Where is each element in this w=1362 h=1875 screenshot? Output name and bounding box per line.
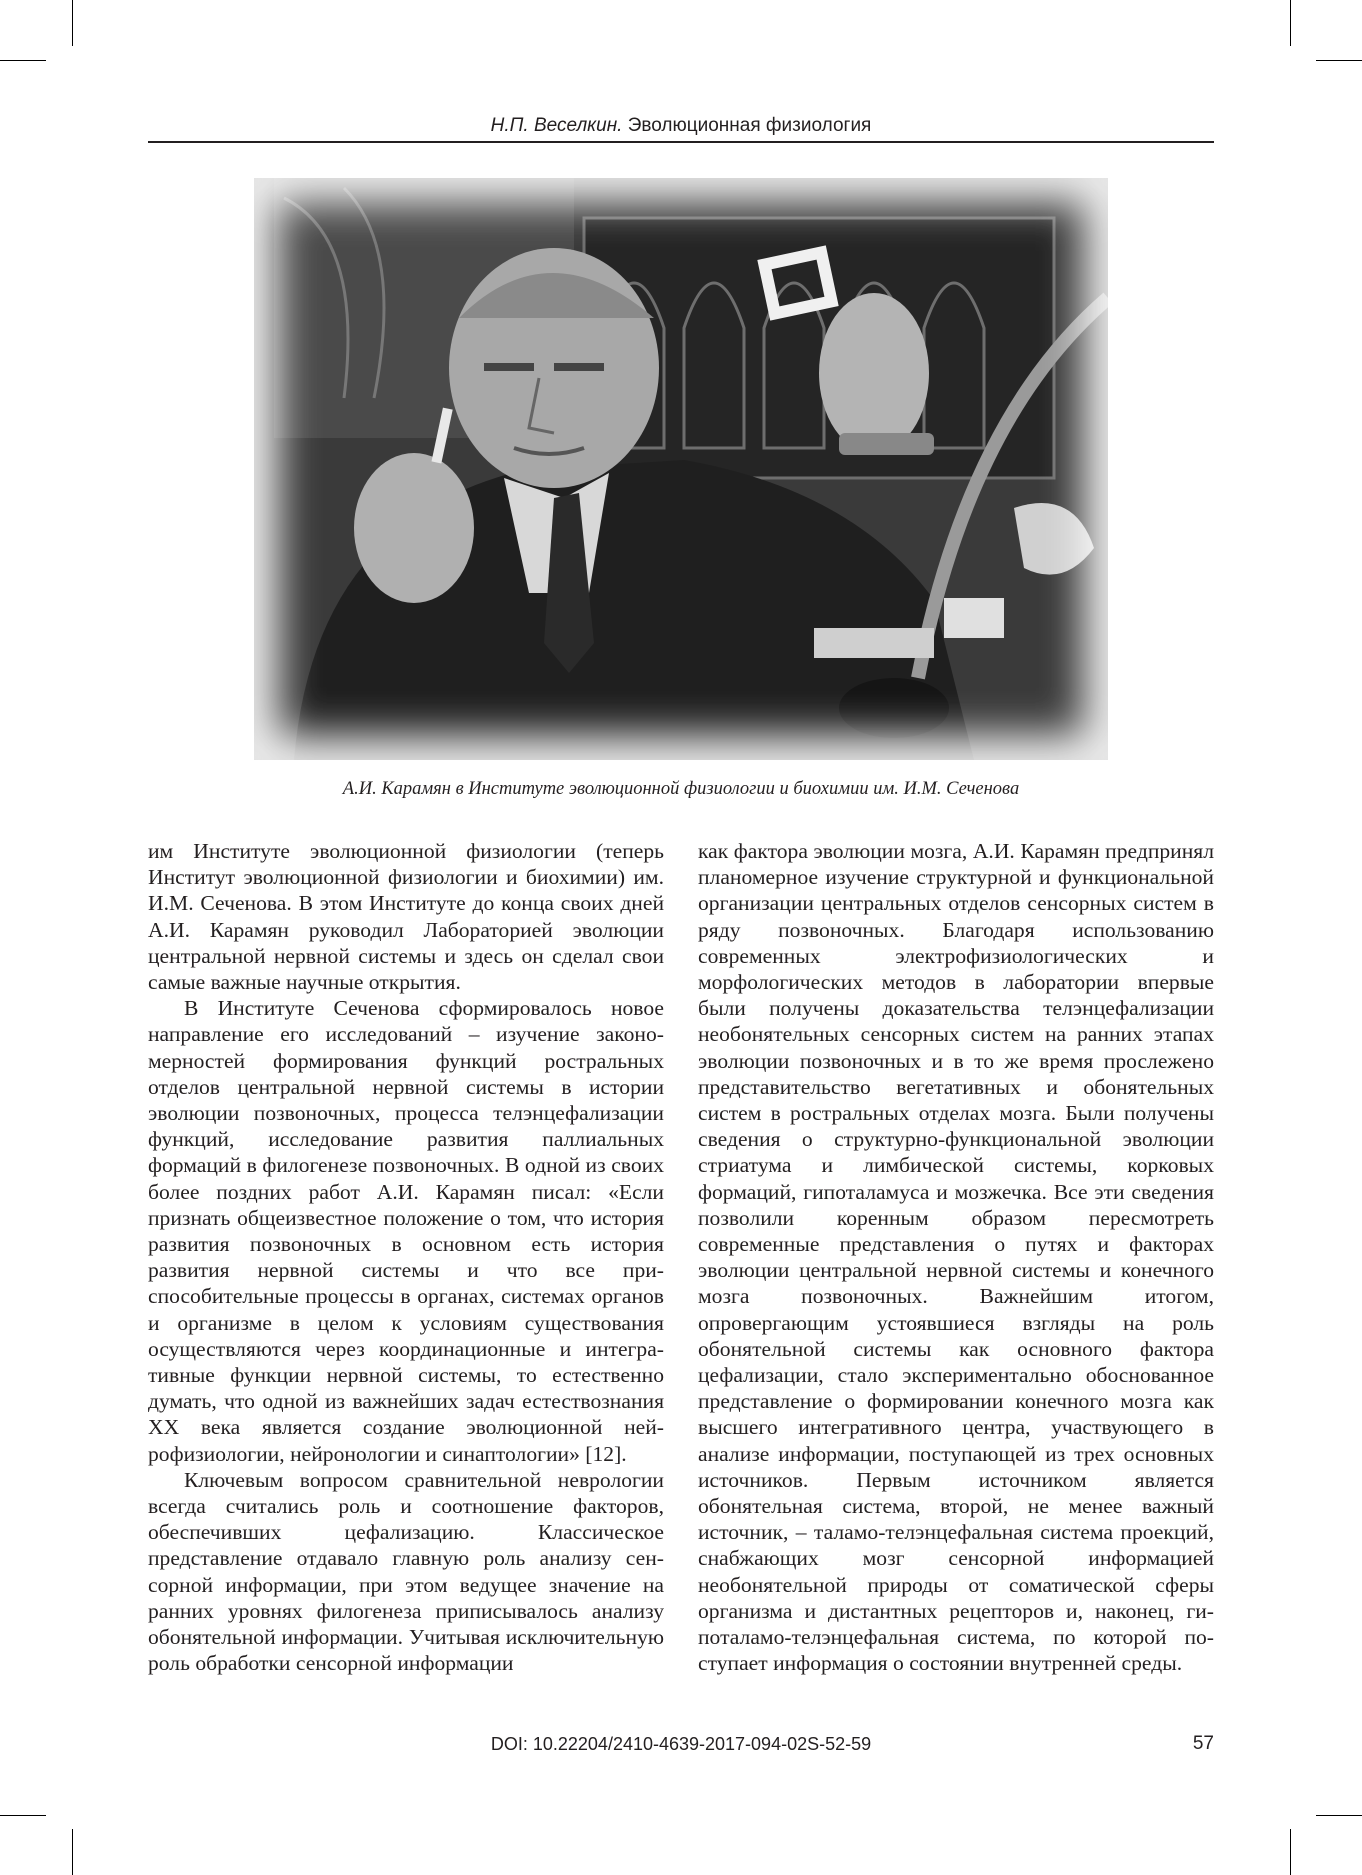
crop-mark [0, 1815, 46, 1816]
crop-mark [72, 1829, 73, 1875]
paragraph: В Институте Сеченова сформировалось новое направление его исследований – изучение закономерностей формирования функций ростральных отделов центральной нервной системы в истории эволюции позвоночных, процесса телэнцефализации функций, исследование развития паллиальных формаций в филогенезе позвоночных. В одной из своих более поздних работ А.И. Карамян писал: «Если признать общеизвестное положение о том, что история развития позвоночных в основном есть история развития нервной системы и что все приспособительные процессы в органах, системах органов и организме в целом к условиям существования осуществляются через координационные и интегративные функции нервной системы, то естественно думать, что одной из важнейших задач естествознания XX века является создание эволюционной нейрофизиологии, нейронологии и синаптологии» [12]. [148, 996, 664, 1466]
crop-mark [1290, 1829, 1291, 1875]
paragraph: Ключевым вопросом сравнительной неврологии всегда считались роль и соотношение факторов, обеспечивших цефализацию. Классическое представление отдавало главную роль анализу сенсорной информации, при этом ведущее значение на ранних уровнях филогенеза приписывалось анализу обонятельной информации. Учитывая исключительную роль обработки сенсорной информации [148, 1467, 664, 1676]
running-head [148, 112, 1214, 140]
running-head-author: Н.П. Веселкин. [490, 115, 623, 136]
header-rule [148, 141, 1214, 143]
crop-mark [0, 60, 46, 61]
crop-mark [1290, 0, 1291, 46]
right-column [698, 838, 1214, 1677]
crop-mark [72, 0, 73, 46]
figure-caption: А.И. Карамян в Институте эволюционной физиологии и биохимии им. И.М. Сеченова [342, 779, 1020, 799]
crop-mark [1316, 1815, 1362, 1816]
running-head-title: Эволюционная физиология [627, 115, 872, 136]
page-number: 57 [1192, 1733, 1214, 1754]
left-column [148, 838, 664, 1677]
paragraph: им Институте эволюционной физиологии (теперь Институт эволюционной физиологии и биохимии) им. И.М. Сеченова. В этом Институте до конца своих дней А.И. Карамян руководил Лабораторией эволюции центральной нервной системы и здесь он сделал свои самые важные научные открытия. [148, 839, 664, 995]
doi: DOI: 10.22204/2410-4639-2017-094-02S-52-59 [490, 1734, 872, 1754]
paragraph: как фактора эволюции мозга, А.И. Карамян предпринял планомерное изучение структурной и функциональной организации центральных отделов сенсорных систем в ряду позвоночных. Благодаря использованию современных электрофизиологических и морфологических методов в лаборатории впервые были получены доказательства телэнцефализации необонятельных сенсорных систем на ранних этапах эволюции позвоночных и в то же время прослежено представительство вегетативных и обонятельных систем в ростральных отделах мозга. Были получены сведения о структурно-функциональной эволюции стриатума и лимбической системы, корковых формаций, гипоталамуса и мозжечка. Все эти сведения позволили коренным образом пересмотреть современные представления о путях и факторах эволюции центральной нервной системы и конечного мозга позвоночных. Важнейшим итогом, опровергающим устоявшиеся взгляды на роль обонятельной системы как основного фактора цефализации, стало экспериментально обоснованное представление о формировании конечного мозга как высшего интегративного центра, участвующего в анализе информации, поступающей из трех основных источников. Первым источником является обонятельная система, второй, не менее важный источник, – таламо-телэнцефальная система проекций, снабжающих мозг сенсорной информацией необонятельной природы от соматической сферы организма и дистантных рецепторов и, наконец, гипоталамо-телэнцефальная система, по которой поступает информация о состоянии внутренней среды. [698, 839, 1214, 1676]
portrait-photo-drawing [254, 178, 1108, 760]
portrait-photo [254, 178, 1108, 760]
crop-mark [1316, 60, 1362, 61]
